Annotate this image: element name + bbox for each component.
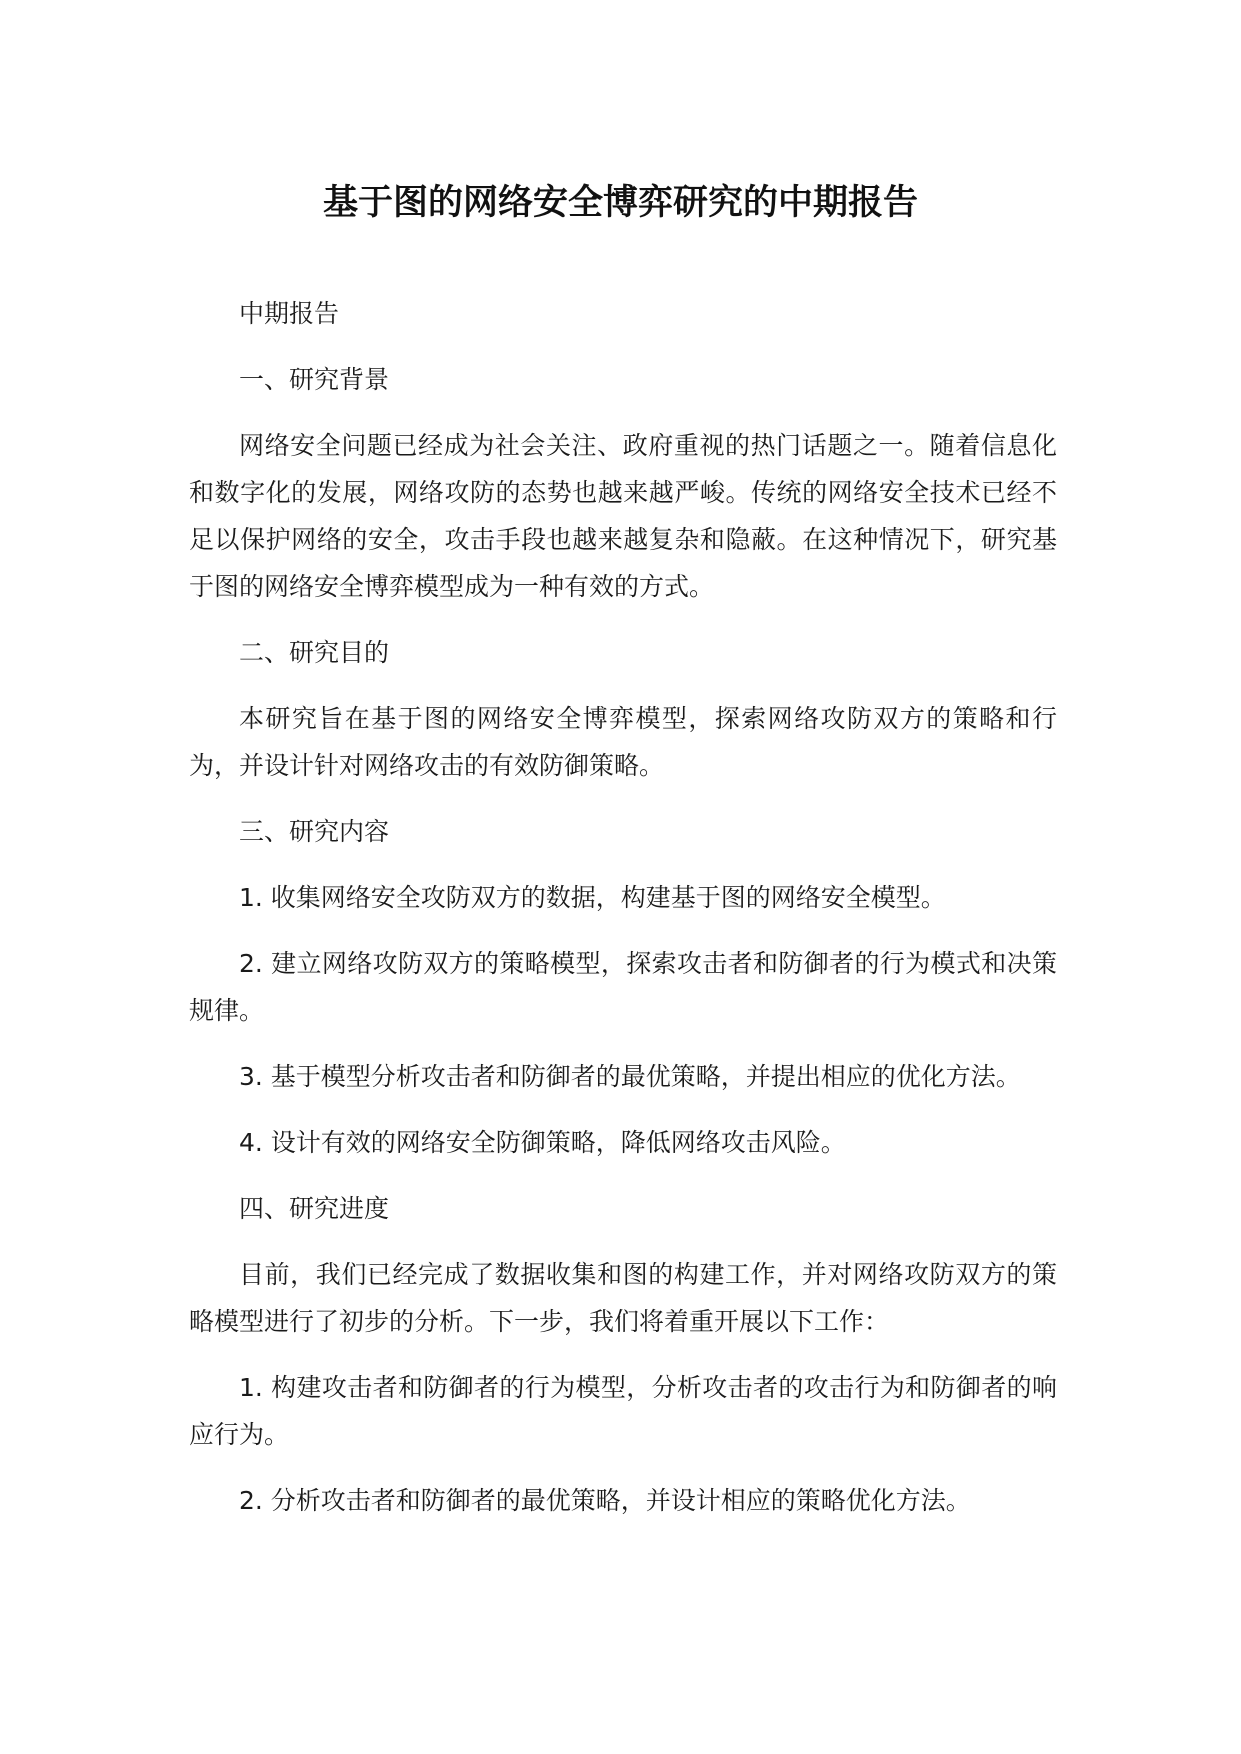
- content-item-2: 2. 建立网络攻防双方的策略模型，探索攻击者和防御者的行为模式和决策规律。: [189, 949, 1057, 1025]
- content-item-4: 4. 设计有效的网络安全防御策略，降低网络攻击风险。: [239, 1128, 846, 1157]
- section-heading-content: 三、研究内容: [239, 817, 390, 846]
- progress-item-2: 2. 分析攻击者和防御者的最优策略，并设计相应的策略优化方法。: [239, 1486, 971, 1515]
- subtitle-heading: 中期报告: [239, 299, 340, 328]
- progress-item-1: 1. 构建攻击者和防御者的行为模型，分析攻击者的攻击行为和防御者的响应行为。: [189, 1373, 1057, 1449]
- document-title: 基于图的网络安全博弈研究的中期报告: [322, 183, 918, 223]
- progress-paragraph: 目前，我们已经完成了数据收集和图的构建工作，并对网络攻防双方的策略模型进行了初步的分析。下一步，我们将着重开展以下工作：: [189, 1260, 1057, 1336]
- purpose-paragraph: 本研究旨在基于图的网络安全博弈模型，探索网络攻防双方的策略和行为，并设计针对网络攻击的有效防御策略。: [189, 704, 1057, 780]
- section-heading-progress: 四、研究进度: [239, 1194, 390, 1223]
- document-body: [189, 290, 1057, 1543]
- content-item-3: 3. 基于模型分析攻击者和防御者的最优策略，并提出相应的优化方法。: [239, 1062, 1021, 1091]
- section-heading-background: 一、研究背景: [239, 365, 390, 394]
- section-heading-purpose: 二、研究目的: [239, 638, 390, 667]
- background-paragraph: 网络安全问题已经成为社会关注、政府重视的热门话题之一。随着信息化和数字化的发展，网络攻防的态势也越来越严峻。传统的网络安全技术已经不足以保护网络的安全，攻击手段也越来越复杂和隐蔽。在这种情况下，研究基于图的网络安全博弈模型成为一种有效的方式。: [189, 431, 1057, 601]
- content-item-1: 1. 收集网络安全攻防双方的数据，构建基于图的网络安全模型。: [239, 883, 946, 912]
